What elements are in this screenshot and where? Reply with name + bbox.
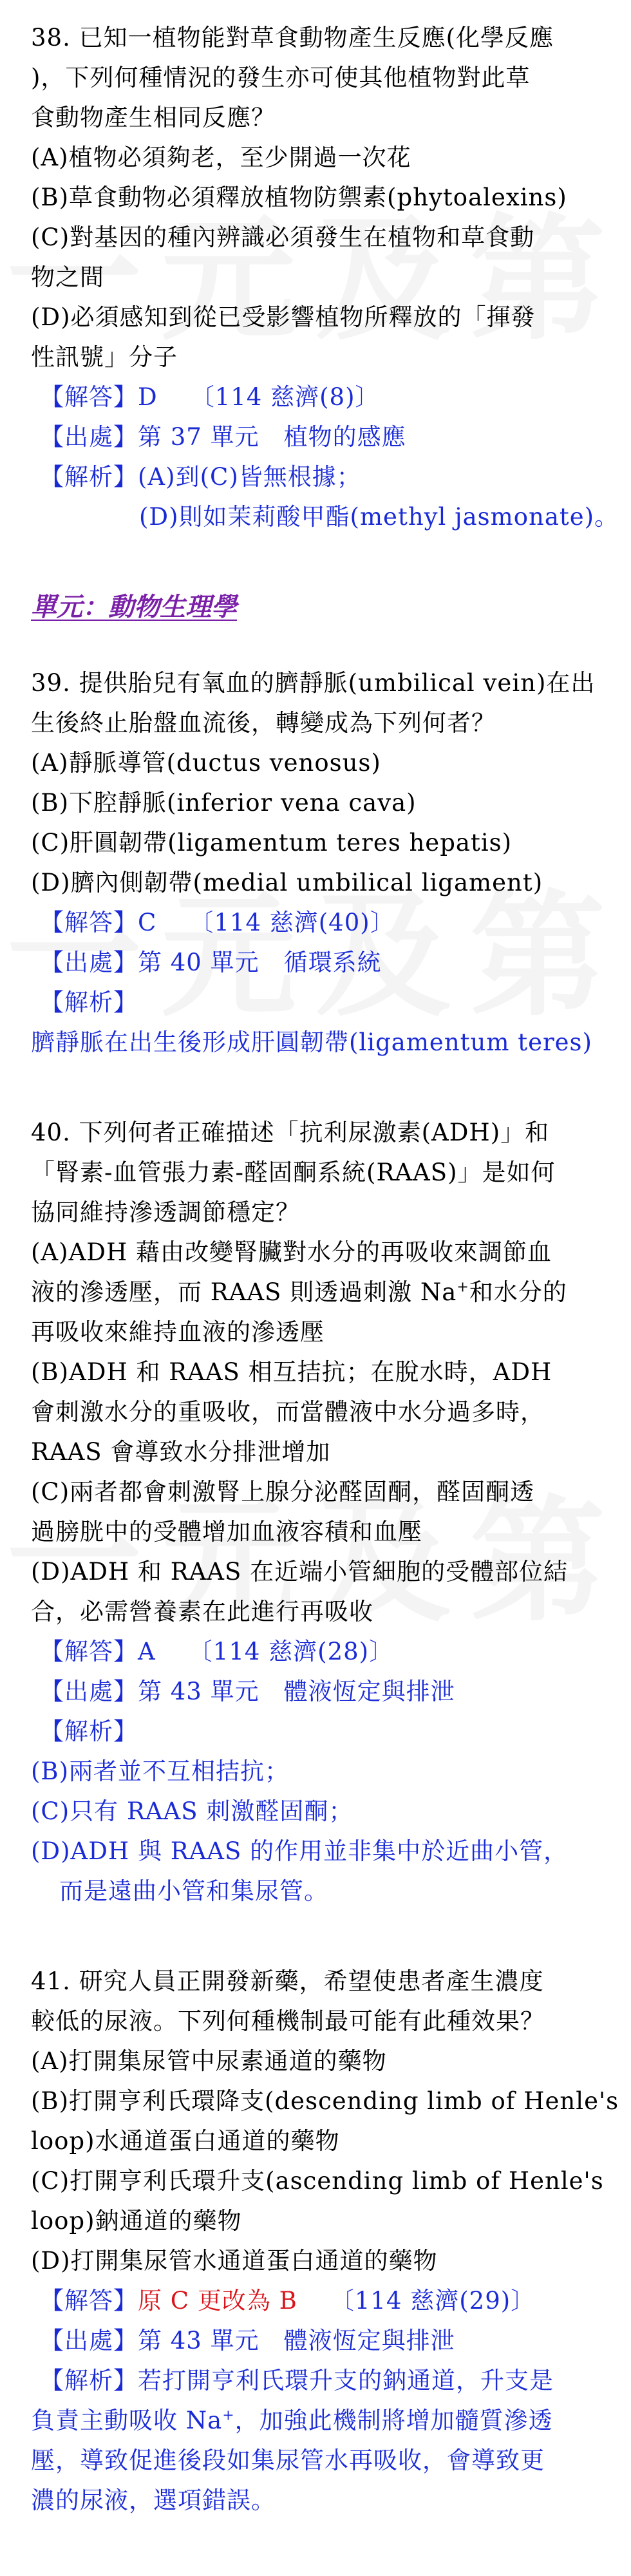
source-row — [31, 943, 601, 983]
analysis-row — [31, 983, 601, 1023]
answer-change: 原 C 更改為 B — [138, 2287, 297, 2315]
analysis-label: 【解析】 — [40, 1718, 138, 1745]
analysis-text: 臍靜脈在出生後形成肝圓韌帶(ligamentum teres) — [31, 1028, 592, 1056]
answer-row — [31, 1632, 601, 1672]
option-b: (B)下腔靜脈(inferior vena cava) — [31, 789, 417, 817]
question-40 — [31, 1113, 601, 1911]
analysis-text: (D)ADH 與 RAAS 的作用並非集中於近曲小管， — [31, 1837, 569, 1865]
option-c-cont: loop)鈉通道的藥物 — [31, 2207, 242, 2235]
source-row — [31, 2321, 601, 2361]
question-41 — [31, 1962, 619, 2521]
option-c-cont: 過膀胱中的受體增加血液容積和血壓 — [31, 1518, 422, 1546]
unit-heading: 單元：動物生理學 — [31, 592, 237, 622]
source-label: 【出處】 — [40, 423, 138, 451]
analysis-row — [31, 1712, 601, 1752]
option-b: (B)草食動物必須釋放植物防禦素(phytoalexins) — [31, 184, 567, 211]
option-a-cont: 再吸收來維持血液的滲透壓 — [31, 1318, 325, 1346]
option-c: (C)肝圓韌帶(ligamentum teres hepatis) — [31, 829, 513, 857]
option-b-cont: RAAS 會導致水分排泄增加 — [31, 1438, 331, 1466]
analysis-label: 【解析】 — [40, 989, 138, 1016]
source-row — [31, 417, 601, 457]
analysis-label: 【解析】 — [40, 2367, 138, 2394]
superscript-plus: + — [457, 1279, 469, 1296]
source-row — [31, 1672, 601, 1712]
source-text: 第 37 單元 植物的感應 — [138, 423, 406, 451]
option-c: (C)打開亨利氏環升支(ascending limb of Henle's — [31, 2167, 604, 2195]
question-stem: 「腎素-血管張力素-醛固酮系統(RAAS)」是如何 — [31, 1159, 556, 1186]
question-stem: 40. 下列何者正確描述「抗利尿激素(ADH)」和 — [31, 1119, 550, 1146]
question-38 — [31, 18, 619, 537]
analysis-text: 若打開亨利氏環升支的鈉通道，升支是 — [138, 2367, 554, 2394]
source-text: 第 43 單元 體液恆定與排泄 — [138, 2327, 455, 2354]
option-d: (D)必須感知到從已受影響植物所釋放的「揮發 — [31, 303, 536, 331]
question-39 — [31, 663, 601, 1063]
answer-reference: 〔114 慈濟(40)〕 — [189, 909, 395, 936]
question-stem: 較低的尿液。下列何種機制最可能有此種效果？ — [31, 2007, 545, 2035]
option-a-cont: 液的滲透壓，而 RAAS 則透過刺激 Na+和水分的 — [31, 1278, 567, 1306]
answer-value: D — [138, 383, 158, 411]
option-d: (D)臍內側韌帶(medial umbilical ligament) — [31, 869, 543, 896]
answer-reference: 〔114 慈濟(8)〕 — [190, 383, 380, 411]
option-c: (C)兩者都會刺激腎上腺分泌醛固酮，醛固酮透 — [31, 1478, 535, 1506]
option-a: (A)打開集尿管中尿素通道的藥物 — [31, 2047, 387, 2075]
question-stem: 39. 提供胎兒有氧血的臍靜脈(umbilical vein)在出 — [31, 669, 596, 697]
option-b-cont: loop)水通道蛋白通道的藥物 — [31, 2127, 340, 2155]
analysis-row — [31, 2361, 601, 2401]
option-a: (A)ADH 藉由改變腎臟對水分的再吸收來調節血 — [31, 1238, 552, 1266]
option-a: (A)植物必須夠老，至少開過一次花 — [31, 144, 411, 171]
answer-label: 【解答】 — [40, 909, 138, 936]
question-stem: )，下列何種情況的發生亦可使其他植物對此草 — [31, 64, 531, 91]
analysis-text: (D)則如茉莉酸甲酯(methyl jasmonate)。 — [139, 503, 619, 531]
option-d-cont: 合，必需營養素在此進行再吸收 — [31, 1598, 373, 1625]
analysis-label: 【解析】 — [40, 463, 138, 491]
analysis-row — [31, 457, 601, 497]
superscript-plus: + — [222, 2407, 235, 2424]
option-b: (B)打開亨利氏環降支(descending limb of Henle's — [31, 2087, 619, 2115]
option-d-cont: 性訊號」分子 — [31, 343, 178, 371]
option-a: (A)靜脈導管(ductus venosus) — [31, 749, 381, 777]
question-stem: 41. 研究人員正開發新藥，希望使患者產生濃度 — [31, 1967, 544, 1995]
option-c: (C)對基因的種內辨識必須發生在植物和草食動 — [31, 223, 535, 251]
analysis-text: 濃的尿液，選項錯誤。 — [31, 2486, 276, 2514]
answer-value: A — [138, 1638, 156, 1665]
option-b-cont: 會刺激水分的重吸收，而當體液中水分過多時， — [31, 1398, 545, 1426]
document-page — [31, 18, 619, 2521]
analysis-text: (A)到(C)皆無根據； — [138, 463, 361, 491]
answer-reference: 〔114 慈濟(29)〕 — [330, 2287, 536, 2315]
analysis-text: 負責主動吸收 Na+，加強此機制將增加髓質滲透 — [31, 2407, 553, 2434]
answer-label: 【解答】 — [40, 2287, 138, 2315]
question-stem: 協同維持滲透調節穩定？ — [31, 1198, 300, 1226]
answer-row — [31, 2281, 601, 2321]
source-text: 第 40 單元 循環系統 — [138, 949, 382, 976]
answer-value: C — [138, 909, 157, 936]
option-b: (B)ADH 和 RAAS 相互拮抗；在脫水時，ADH — [31, 1358, 552, 1386]
answer-row — [31, 903, 601, 943]
question-stem: 38. 已知一植物能對草食動物產生反應(化學反應 — [31, 24, 554, 52]
analysis-text: 壓，導致促進後段如集尿管水再吸收，會導致更 — [31, 2447, 545, 2474]
question-stem: 食動物產生相同反應？ — [31, 104, 276, 131]
answer-label: 【解答】 — [40, 1638, 138, 1665]
source-label: 【出處】 — [40, 2327, 138, 2354]
source-label: 【出處】 — [40, 1678, 138, 1705]
source-text: 第 43 單元 體液恆定與排泄 — [138, 1678, 455, 1705]
option-d: (D)打開集尿管水通道蛋白通道的藥物 — [31, 2247, 438, 2275]
question-stem: 生後終止胎盤血流後，轉變成為下列何者？ — [31, 709, 496, 737]
option-c-cont: 物之間 — [31, 263, 104, 291]
answer-label: 【解答】 — [40, 383, 138, 411]
option-d: (D)ADH 和 RAAS 在近端小管細胞的受體部位結 — [31, 1558, 569, 1586]
analysis-text: 而是遠曲小管和集尿管。 — [59, 1877, 328, 1905]
answer-reference: 〔114 慈濟(28)〕 — [188, 1638, 394, 1665]
analysis-text: (B)兩者並不互相拮抗； — [31, 1757, 290, 1785]
source-label: 【出處】 — [40, 949, 138, 976]
answer-row — [31, 377, 601, 417]
analysis-text: (C)只有 RAAS 刺激醛固酮； — [31, 1797, 353, 1825]
